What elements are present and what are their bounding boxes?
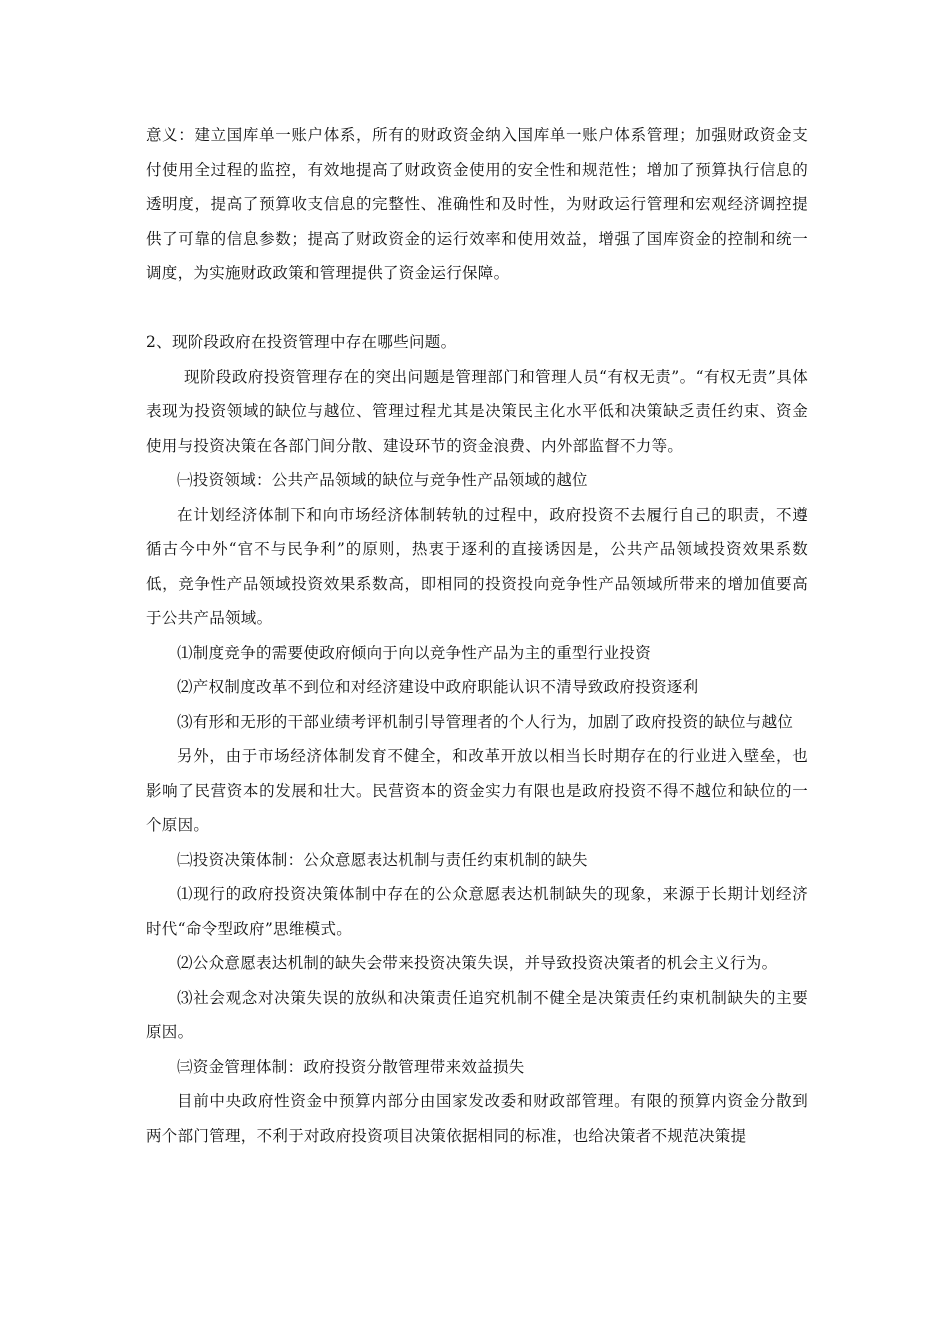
list-item: ⑶社会观念对决策失误的放纵和决策责任追究机制不健全是决策责任约束机制缺失的主要原因。 [146, 988, 808, 1041]
paragraph-private-capital: 另外，由于市场经济体制发育不健全，和改革开放以相当长时期存在的行业进入壁垒，也影响了民营资本的发展和壮大。民营资本的资金实力有限也是政府投资不得不越位和缺位的一个原因。 [146, 747, 808, 834]
paragraph-investment-field: 在计划经济体制下和向市场经济体制转轨的过程中，政府投资不去履行自己的职责，不遵循古今中外“官不与民争利”的原则，热衷于逐利的直接诱因是，公共产品领域投资效果系数低，竞争性产品领域投资效果系数高，即相同的投资投向竞争性产品领域所带来的增加值要高于公共产品领域。 [146, 505, 808, 627]
section-heading-investment-field: ㈠投资领域：公共产品领域的缺位与竞争性产品领域的越位 [177, 471, 588, 489]
question-heading: 2、现阶段政府在投资管理中存在哪些问题。 [146, 333, 457, 351]
paragraph-answer-intro: 现阶段政府投资管理存在的突出问题是管理部门和管理人员“有权无责”。“有权无责”具体表现为投资领域的缺位与越位、管理过程尤其是决策民主化水平低和决策缺乏责任约束、资金使用与投资决策在各部门间分散、建设环节的资金浪费、内外部监督不力等。 [146, 367, 808, 455]
section-heading-fund-management: ㈢资金管理体制：政府投资分散管理带来效益损失 [177, 1057, 525, 1076]
paragraph-spacer [146, 291, 808, 326]
paragraph-fund-management: 目前中央政府性资金中预算内部分由国家发改委和财政部管理。有限的预算内资金分散到两个部门管理，不利于对政府投资项目决策依据相同的标准，也给决策者不规范决策提 [146, 1092, 808, 1145]
list-item: ⑴制度竞争的需要使政府倾向于向以竞争性产品为主的重型行业投资 [177, 643, 652, 662]
list-item: ⑵产权制度改革不到位和对经济建设中政府职能认识不清导致政府投资逐利 [177, 678, 699, 696]
list-item: ⑵公众意愿表达机制的缺失会带来投资决策失误，并导致投资决策者的机会主义行为。 [177, 954, 778, 972]
list-item: ⑶有形和无形的干部业绩考评机制引导管理者的个人行为，加剧了政府投资的缺位与越位 [177, 712, 794, 731]
section-heading-decision-system: ㈡投资决策体制：公众意愿表达机制与责任约束机制的缺失 [177, 850, 588, 869]
document-body [146, 118, 808, 1153]
paragraph-significance: 意义：建立国库单一账户体系，所有的财政资金纳入国库单一账户体系管理；加强财政资金支付使用全过程的监控，有效地提高了财政资金使用的安全性和规范性；增加了预算执行信息的透明度，提高了预算收支信息的完整性、准确性和及时性，为财政运行管理和宏观经济调控提供了可靠的信息参数；提高了财政资金的运行效率和使用效益，增强了国库资金的控制和统一调度，为实施财政政策和管理提供了资金运行保障。 [146, 126, 808, 282]
list-item: ⑴现行的政府投资决策体制中存在的公众意愿表达机制缺失的现象，来源于长期计划经济时代“命令型政府”思维模式。 [146, 885, 808, 938]
